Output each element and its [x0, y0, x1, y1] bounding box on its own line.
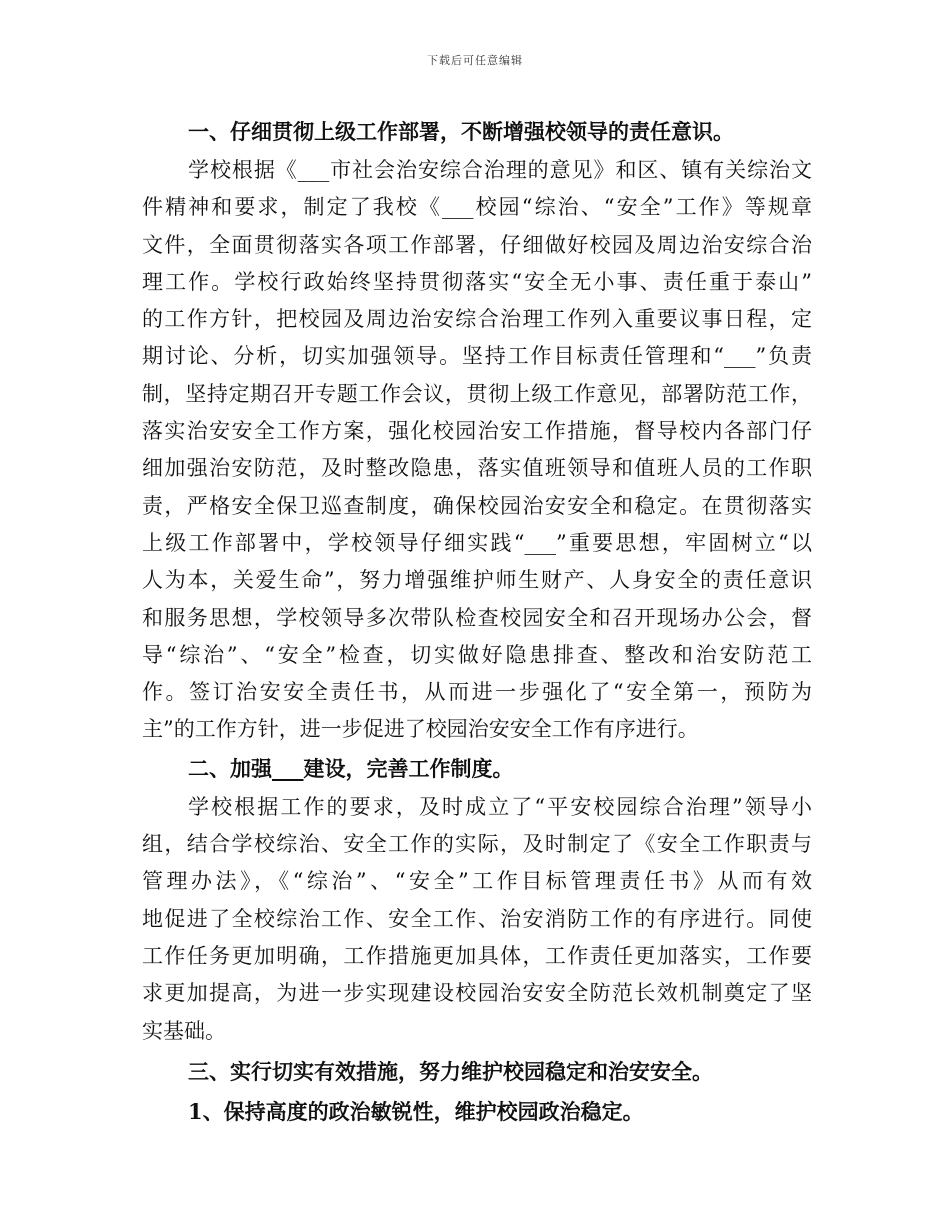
- paragraph-line: 细加强治安防范，及时整改隐患，落实值班领导和值班人员的工作职: [142, 456, 812, 481]
- paragraph-line: 人为本，关爱生命”，努力增强维护师生财产、人身安全的责任意识: [142, 568, 812, 593]
- section-2-heading: 二、加强___建设，完善工作制度。: [188, 755, 514, 781]
- paragraph-line: 地促进了全校综治工作、安全工作、治安消防工作的有序进行。同使: [142, 906, 812, 931]
- document-body: [142, 112, 812, 1132]
- section-3-heading: 三、实行切实有效措施，努力维护校园稳定和治安安全。: [188, 1058, 713, 1084]
- paragraph-line: 导“综治”、“安全”检查，切实做好隐患排查、整改和治安防范工: [142, 642, 812, 667]
- paragraph-line: 理工作。学校行政始终坚持贯彻落实“安全无小事、责任重于泰山”: [142, 269, 812, 294]
- paragraph-line: 制，坚持定期召开专题工作会议，贯彻上级工作意见，部署防范工作，: [142, 381, 812, 406]
- paragraph-line: 作。签订治安安全责任书，从而进一步强化了“安全第一，预防为: [142, 680, 812, 705]
- paragraph-line: 管理办法》，《“综治”、“安全”工作目标管理责任书》从而有效: [142, 869, 812, 894]
- paragraph-line: 实基础。: [142, 1018, 226, 1043]
- paragraph-line: 学校根据工作的要求，及时成立了“平安校园综合治理”领导小: [188, 794, 812, 819]
- paragraph-line: 件精神和要求，制定了我校《___校园“综治、“安全”工作》等规章: [142, 195, 812, 220]
- paragraph-line: 主”的工作方针，进一步促进了校园治安安全工作有序进行。: [142, 717, 699, 742]
- section-3-1-heading: 1、保持高度的政治敏锐性，维护校园政治稳定。: [188, 1098, 644, 1124]
- paragraph-line: 和服务思想，学校领导多次带队检查校园安全和召开现场办公会，督: [142, 605, 812, 630]
- paragraph-line: 工作任务更加明确，工作措施更加具体，工作责任更加落实，工作要: [142, 943, 812, 968]
- paragraph-line: 责，严格安全保卫巡查制度，确保校园治安安全和稳定。在贯彻落实: [142, 493, 812, 518]
- paragraph-line: 期讨论、分析，切实加强领导。坚持工作目标责任管理和“___”负责: [142, 344, 812, 369]
- paragraph-line: 落实治安安全工作方案，强化校园治安工作措施，督导校内各部门仔: [142, 419, 812, 444]
- paragraph-line: 求更加提高，为进一步实现建设校园治安安全防范长效机制奠定了坚: [142, 981, 812, 1006]
- paragraph-line: 学校根据《___市社会治安综合治理的意见》和区、镇有关综治文: [188, 158, 812, 182]
- section-1-heading: 一、仔细贯彻上级工作部署，不断增强校领导的责任意识。: [188, 119, 734, 144]
- page-header-note: 下载后可任意编辑: [427, 54, 523, 67]
- paragraph-line: 文件，全面贯彻落实各项工作部署，仔细做好校园及周边治安综合治: [142, 232, 812, 257]
- paragraph-line: 上级工作部署中，学校领导仔细实践“___”重要思想，牢固树立“以: [142, 530, 812, 555]
- paragraph-line: 的工作方针，把校园及周边治安综合治理工作列入重要议事日程，定: [142, 307, 812, 332]
- paragraph-line: 组，结合学校综治、安全工作的实际，及时制定了《安全工作职责与: [142, 832, 812, 857]
